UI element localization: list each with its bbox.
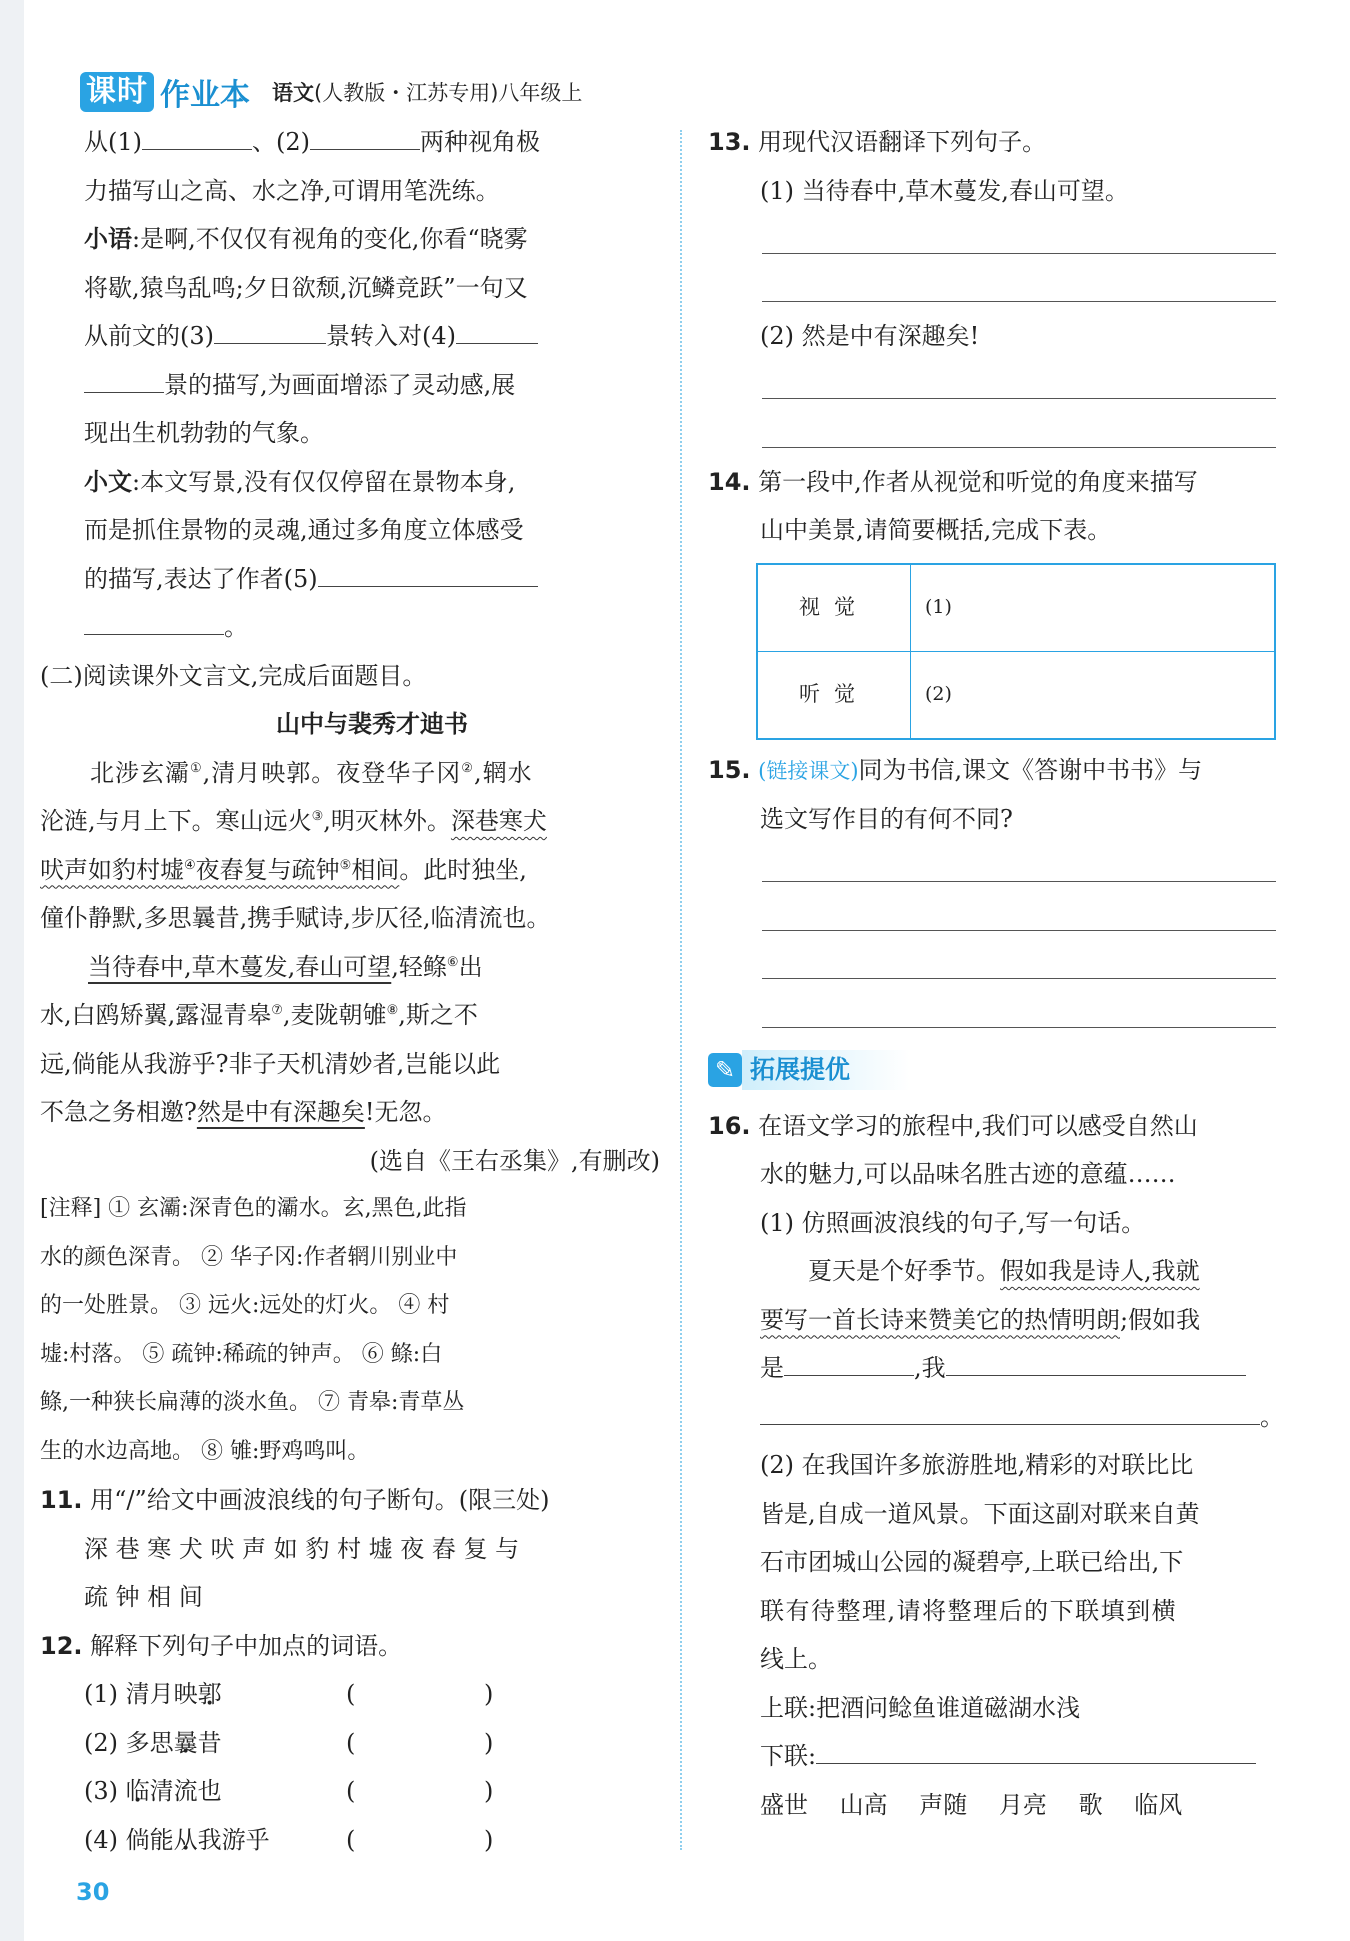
table-header-cell: 听觉 (757, 651, 911, 739)
sense-table (756, 563, 1276, 740)
q13-item: (2) 然是中有深趣矣! (760, 322, 980, 350)
table-header-cell: 视觉 (757, 564, 911, 652)
q16-item: 联有待整理,请将整理后的下联填到横 (760, 1596, 1178, 1625)
answer-line[interactable] (756, 409, 1282, 458)
table-answer-cell[interactable]: (1) (911, 564, 1276, 652)
passage-line: 僮仆静默,多思曩昔,携手赋诗,步仄径,临清流也。 (40, 904, 551, 932)
note-line: 鲦,一种狭长扁薄的淡水鱼。 ⑦ 青皋:青草丛 (40, 1390, 465, 1415)
word-option: 声随 (919, 1790, 968, 1819)
dialog-line: 力描写山之高、水之净,可谓用笔洗练。 (84, 176, 500, 205)
question-11: 11. 用“/”给文中画波浪线的句子断句。(限三处) (40, 1486, 550, 1514)
q16-item: 石市团城山公园的凝碧亭,上联已给出,下 (760, 1548, 1184, 1576)
upper-couplet: 上联:把酒问鲶鱼谁道磁湖水浅 (760, 1693, 1081, 1722)
passage-line: 北涉玄灞①,清月映郭。夜登华子冈②,辋水 (90, 758, 533, 787)
dialog-line: 的描写,表达了作者(5) (84, 555, 660, 604)
question-15: 15. (链接课文)同为书信,课文《答谢中书书》与 (708, 755, 1203, 784)
answer-line[interactable] (756, 844, 1282, 893)
answer-line[interactable] (756, 941, 1282, 990)
passage-source: (选自《王右丞集》,有删改) (369, 1146, 660, 1175)
passage-line: 水,白鸥矫翼,露湿青皋⑦,麦陇朝雊⑧,斯之不 (40, 1001, 478, 1029)
dialog-line: 。 (84, 603, 660, 652)
dialog-line: 将歇,猿鸟乱鸣;夕日欲颓,沉鳞竞跃”一句又 (84, 273, 528, 302)
q16-item: 线上。 (760, 1645, 832, 1673)
q16-example: 要写一首长诗来赞美它的热情明朗;假如我 (760, 1305, 1201, 1334)
notes (40, 1185, 660, 1476)
table-row (757, 564, 1275, 652)
passage-line: 远,倘能从我游乎?非子天机清妙者,岂能以此 (40, 1049, 501, 1078)
q12-item: (2) 多思曩昔 ( ) (84, 1728, 494, 1757)
answer-line[interactable] (756, 215, 1282, 264)
dialog-line: 小语:是啊,不仅仅有视角的变化,你看“晓雾 (84, 225, 528, 253)
q16-example: 夏天是个好季节。假如我是诗人,我就 (808, 1257, 1200, 1285)
word-option: 月亮 (998, 1790, 1047, 1819)
q11-sentence: 深 巷 寒 犬 吠 声 如 豹 村 墟 夜 舂 复 与 (84, 1534, 520, 1563)
dialog-line: 景的描写,为画面增添了灵动感,展 (84, 361, 660, 410)
answer-line[interactable] (756, 361, 1282, 410)
word-option: 盛世 (760, 1790, 808, 1819)
q16-example: 是 ,我 (708, 1344, 1282, 1393)
q12-item: (1) 清月映郭 ( ) (84, 1680, 494, 1708)
word-option: 歌 (1078, 1790, 1103, 1819)
logo-box: 课时 (80, 72, 154, 112)
word-options (708, 1781, 1282, 1830)
table-row (757, 651, 1275, 739)
page-edge (0, 0, 24, 1941)
dialog-line: 从(1) 、(2) 两种视角极 (84, 118, 660, 167)
q16-example: 。 (708, 1393, 1282, 1442)
logo-text: 作业本 (160, 78, 250, 113)
subject-info: 语文(人教版・江苏专用)八年级上 (272, 81, 583, 105)
question-14-cont: 山中美景,请简要概括,完成下表。 (760, 516, 1112, 544)
dialog-line: 现出生机勃勃的气象。 (84, 419, 324, 447)
dialog-line: 小文:本文写景,没有仅仅停留在景物本身, (84, 467, 516, 496)
dialog-line: 而是抓住景物的灵魂,通过多角度立体感受 (84, 516, 524, 544)
section-title: 拓展提优 (742, 1050, 910, 1090)
note-line: 水的颜色深青。 ② 华子冈:作者辋川别业中 (40, 1244, 458, 1270)
q13-item: (1) 当待春中,草木蔓发,春山可望。 (760, 176, 1129, 205)
question-16: 16. 在语文学习的旅程中,我们可以感受自然山 (708, 1111, 1198, 1140)
question-15-cont: 选文写作目的有何不同? (760, 805, 1013, 833)
right-column (708, 118, 1282, 1829)
passage-line: 当待春中,草木蔓发,春山可望,轻鲦⑥出 (88, 952, 483, 981)
q12-item: (4) 倘能从我游乎 ( ) (84, 1825, 494, 1854)
q16-item: (2) 在我国许多旅游胜地,精彩的对联比比 (760, 1451, 1194, 1479)
page-number: 30 (76, 1878, 110, 1906)
passage-line: 不急之务相邀?然是中有深趣矣!无忽。 (40, 1098, 447, 1126)
column-divider (680, 130, 682, 1850)
page-header (80, 72, 582, 112)
q11-sentence: 疏 钟 相 间 (84, 1583, 203, 1611)
section-banner (708, 1046, 1282, 1094)
q16-item: 皆是,自成一道风景。下面这副对联来自黄 (760, 1499, 1200, 1528)
brand-logo (80, 70, 250, 114)
lower-couplet: 下联: (708, 1732, 1282, 1781)
question-12: 12. 解释下列句子中加点的词语。 (40, 1631, 403, 1660)
word-option: 临风 (1134, 1790, 1183, 1819)
note-line: 墟:村落。 ⑤ 疏钟:稀疏的钟声。 ⑥ 鲦:白 (40, 1341, 443, 1367)
answer-line[interactable] (756, 264, 1282, 313)
word-option: 山高 (839, 1790, 888, 1819)
answer-line[interactable] (756, 892, 1282, 941)
q16-item: (1) 仿照画波浪线的句子,写一句话。 (760, 1208, 1146, 1237)
note-line: [注释] ① 玄灞:深青色的灞水。玄,黑色,此指 (40, 1196, 467, 1221)
table-answer-cell[interactable]: (2) (911, 651, 1276, 739)
answer-line[interactable] (756, 989, 1282, 1038)
question-13: 13. 用现代汉语翻译下列句子。 (708, 128, 1047, 156)
note-line: 生的水边高地。 ⑧ 雊:野鸡鸣叫。 (40, 1438, 370, 1464)
q12-item: (3) 临清流也 ( ) (84, 1777, 494, 1805)
note-line: 的一处胜景。 ③ 远火:远处的灯火。 ④ 村 (40, 1293, 450, 1318)
question-14: 14. 第一段中,作者从视觉和听觉的角度来描写 (708, 467, 1198, 496)
pencil-icon (708, 1053, 742, 1087)
left-column (40, 118, 660, 1864)
passage-line: 吠声如豹村墟④夜舂复与疏钟⑤相间。此时独坐, (40, 855, 527, 884)
passage-title: 山中与裴秀才迪书 (276, 710, 468, 738)
passage-line: 沦涟,与月上下。寒山远火③,明灭林外。深巷寒犬 (40, 807, 547, 835)
section-heading: (二)阅读课外文言文,完成后面题目。 (40, 661, 427, 690)
dialog-line: 从前文的(3) 景转入对(4) (84, 312, 660, 361)
question-16-cont: 水的魅力,可以品味名胜古迹的意蕴…… (760, 1160, 1176, 1188)
